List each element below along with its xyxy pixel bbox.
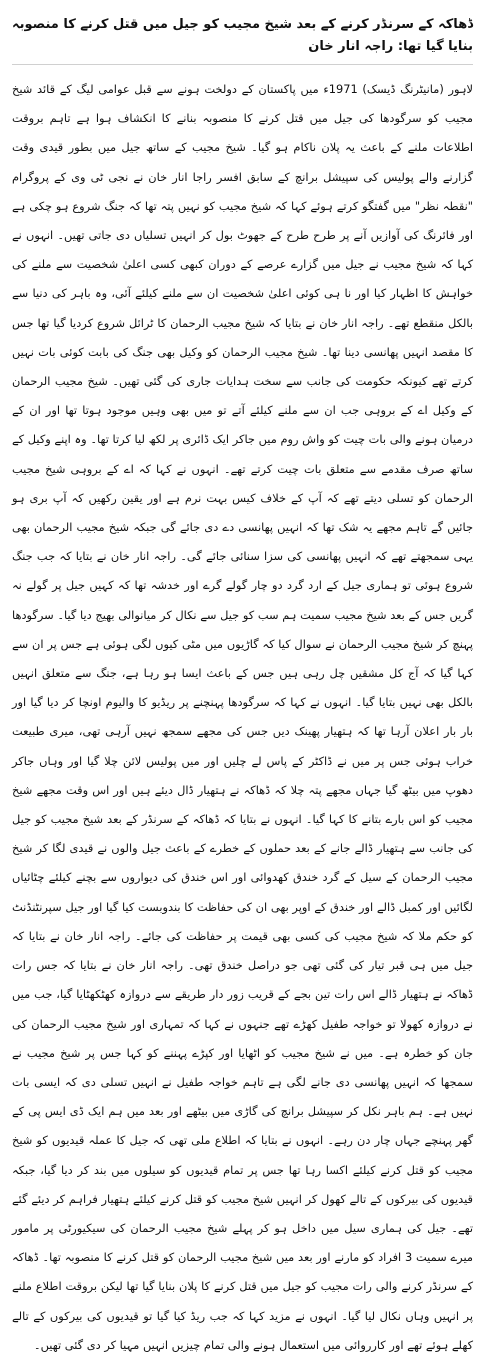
article-body (12, 75, 473, 1360)
article-headline: ڈھاکہ کے سرنڈر کرنے کے بعد شیخ مجیب کو جیل میں قتل کرنے کا منصوبہ بنایا گیا تھا: راجہ انار خان (12, 14, 473, 65)
article-paragraph: لاہور (مانیٹرنگ ڈیسک) 1971ء میں پاکستان کے دولخت ہونے سے قبل عوامی لیگ کے قائد شیخ مجیب کو سرگودھا کی جیل میں قتل کرنے کا منصوبہ بنانے کا انکشاف ہوا ہے تاہم بروقت اطلاعات ملنے کے باعث یہ پلان ناکام ہو گیا۔ شیخ مجیب کے ساتھ جیل میں بطور قیدی وقت گزارنے والے پولیس کی سپیشل برانچ کے سابق افسر راجا انار خان نے نجی ٹی وی کے پروگرام "نقطہ نظر" میں گفتگو کرتے ہوئے کہا کہ شیخ مجیب کو نہیں پتہ تھا کہ جنگ شروع ہو چکی ہے اور فائرنگ کی آوازیں آنے پر طرح طرح کے جھوٹ بول کر انہیں تسلیاں دی جاتی تھیں۔ انہوں نے کہا کہ شیخ مجیب نے جیل میں گزارے عرصے کے دوران کبھی کسی اعلیٰ شخصیت سے ملنے کی خواہش کا اظہار کیا اور نا ہی کوئی اعلیٰ شخصیت ان سے ملنے کیلئے آئی، وہ باہر کی دنیا سے بالکل منقطع تھے۔ راجہ انار خان نے بتایا کہ شیخ مجیب الرحمان کا ٹرائل شروع کردیا گیا تھا جس کا مقصد انہیں پھانسی دینا تھا۔ شیخ مجیب الرحمان کو وکیل بھی جنگ کی بابت کوئی بات نہیں کرتے تھے کیونکہ حکومت کی جانب سے سخت ہدایات جاری کی گئی تھیں۔ شیخ مجیب الرحمان کے وکیل اے کے بروہی جب ان سے ملنے کیلئے آتے تو میں بھی وہیں موجود ہوتا تھا اور ان کے درمیان ہونے والی بات چیت کو واش روم میں جاکر ایک ڈائری پر لکھ لیا کرتا تھا۔ وہ اپنے وکیل کے ساتھ صرف مقدمے سے متعلق بات چیت کرتے تھے۔ انہوں نے کہا کہ اے کے بروہی شیخ مجیب الرحمان کو تسلی دیتے تھے کہ آپ کے خلاف کیس بہت نرم ہے اور یقین رکھیں کہ آپ بری ہو جائیں گے تاہم مجھے یہ شک تھا کہ انہیں پھانسی دے دی جائے گی جبکہ شیخ مجیب الرحمان بھی یہی سمجھتے تھے کہ انہیں پھانسی کی سزا سنائی جائے گی۔ راجہ انار خان نے بتایا کہ جب جنگ شروع ہوئی تو ہماری جیل کے ارد گرد دو چار گولے گرے اور خدشہ تھا کہ کہیں جیل پر گولے نہ گریں جس کے بعد شیخ مجیب سمیت ہم سب کو جیل سے نکال کر میانوالی بھیج دیا گیا۔ سرگودھا پہنچ کر شیخ مجیب الرحمان نے سوال کیا کہ گاڑیوں میں مٹی کیوں لگی ہوئی ہے جس پر ان سے کہا گیا کہ آج کل مشقیں چل رہی ہیں جس کے باعث ایسا ہو رہا ہے، جنگ سے متعلق انہیں بالکل بھی نہیں بتایا گیا۔ انہوں نے کہا کہ سرگودھا پہنچنے پر ریڈیو کا والیوم اونچا کر دیا گیا اور بار بار اعلان آرہا تھا کہ ہتھیار پھینک دیں جس کی مجھے سمجھ نہیں آرہی تھی، میری طبیعت خراب ہوئی جس پر میں نے ڈاکٹر کے پاس لے چلیں اور میں پولیس لائن چلا گیا اور وہاں جاکر دھوپ میں بیٹھ گیا جہاں مجھے پتہ چلا کہ ڈھاکہ نے ہتھیار ڈال دیئے ہیں اور اس وقت مجھے شیخ مجیب کو اس بارے بتانے کا کہا گیا۔ انہوں نے بتایا کہ ڈھاکہ کے سرنڈر کے بعد شیخ مجیب کو جیل کی جانب سے ہتھیار ڈالے جانے کے بعد حملوں کے خطرے کے باعث جیل والوں نے قیدی لگا کر شیخ مجیب الرحمان کے سیل کے گرد خندق کھدوائی اور اس خندق کی دیواروں سے بچنے کیلئے چٹائیاں لگائیں اور کمبل ڈالے اور خندق کے اوپر بھی ان کی حفاظت کا بندوبست کیا گیا اور جیل سپرنٹنڈنٹ کو حکم ملا کہ شیخ مجیب کی کسی بھی قیمت پر حفاظت کی جائے۔ راجہ انار خان نے بتایا کہ جیل میں ہی قبر تیار کی گئی تھی جو دراصل خندق تھی۔ راجہ انار خان نے بتایا کہ جس رات ڈھاکہ نے ہتھیار ڈالے اس رات تین بجے کے قریب زور دار طریقے سے دروازہ کھٹکھٹایا گیا، جب میں نے دروازہ کھولا تو خواجہ طفیل کھڑے تھے جنہوں نے کہا کہ تمہاری اور شیخ مجیب الرحمان کی جان کو خطرہ ہے۔ میں نے شیخ مجیب کو اٹھایا اور کپڑے پہننے کو کہا جس پر شیخ مجیب نے سمجھا کہ انہیں پھانسی دی جانے لگی ہے تاہم خواجہ طفیل نے انہیں تسلی دی کہ ایسی بات نہیں ہے۔ ہم باہر نکل کر سپیشل برانچ کی گاڑی میں بیٹھے اور بعد میں ہم ایک ڈی ایس پی کے گھر پہنچے جہاں چار دن رہے۔ انہوں نے بتایا کہ اطلاع ملی تھی کہ جیل کا عملہ قیدیوں کو شیخ مجیب کو قتل کرنے کیلئے اکسا رہا تھا جس پر تمام قیدیوں کو سیلوں میں بند کر دیا گیا، جبکہ قیدیوں کی بیرکوں کے تالے کھول کر انہیں شیخ مجیب کو قتل کرنے کیلئے ہتھیار فراہم کر دیئے گئے تھے۔ جیل کی ہماری سیل میں داخل ہو کر پہلے شیخ مجیب الرحمان کی سیکیورٹی پر مامور میرے سمیت 3 افراد کو مارنے اور بعد میں شیخ مجیب الرحمان کو قتل کرنے کا منصوبہ تھا۔ ڈھاکہ کے سرنڈر کرنے والی رات مجیب کو جیل میں قتل کرنے کا پلان بنایا گیا تھا لیکن بروقت اطلاع ملنے پر انہیں وہاں نکال لیا گیا۔ انہوں نے مزید کہا کہ جب ریڈ کیا گیا تو قیدیوں کی بیرکوں کے تالے کھلے ہوئے تھے اور کارروائی میں استعمال ہونے والی تمام چیزیں انہیں مہیا کر دی گئی تھیں۔ (12, 82, 473, 1352)
